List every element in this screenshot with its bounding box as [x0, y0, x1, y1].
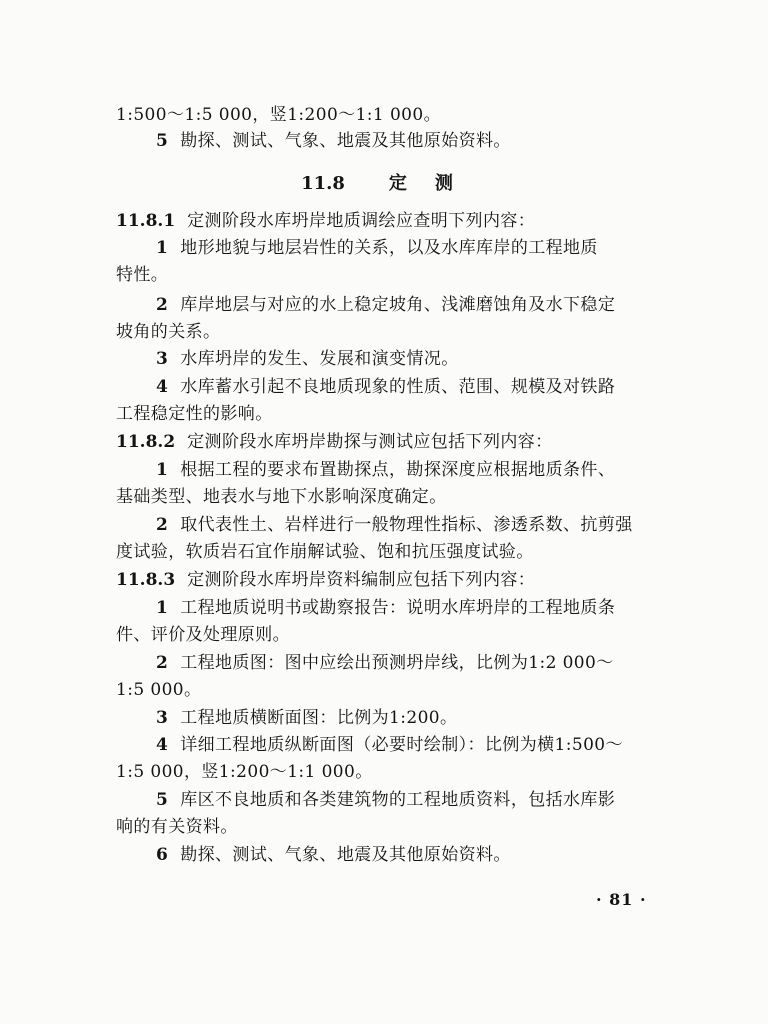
clause-text: 定测阶段水库坍岸勘探与测试应包括下列内容：: [187, 432, 553, 452]
clause-number: 11.8.1: [116, 211, 176, 231]
item-text: 库岸地层与对应的水上稳定坡角、浅滩磨蚀角及水下稳定: [180, 295, 616, 315]
continued-line: 1:500～1:5 000，竖1:200～1:1 000。: [116, 105, 442, 125]
item-text: 库区不良地质和各类建筑物的工程地质资料，包括水库影: [180, 790, 616, 810]
clause-11-8-2: [116, 431, 553, 453]
item-continuation: 响的有关资料。: [116, 817, 238, 837]
list-item: [156, 789, 615, 811]
clause-text: 定测阶段水库坍岸地质调绘应查明下列内容：: [187, 211, 536, 231]
item-continuation: 坡角的关系。: [116, 322, 221, 342]
list-item: [156, 130, 511, 152]
item-number: 2: [156, 295, 169, 315]
item-text: 水库蓄水引起不良地质现象的性质、范围、规模及对铁路: [180, 377, 616, 397]
item-continuation: 度试验，软质岩石宜作崩解试验、饱和抗压强度试验。: [116, 542, 534, 562]
item-number: 5: [156, 131, 169, 151]
item-number: 3: [156, 708, 169, 728]
item-number: 3: [156, 349, 169, 369]
item-number: 2: [156, 515, 169, 535]
item-number: 1: [156, 598, 169, 618]
item-text: 工程地质图：图中应绘出预测坍岸线，比例为1:2 000～: [180, 653, 614, 673]
list-item: [156, 707, 457, 729]
item-continuation: 件、评价及处理原则。: [116, 625, 290, 645]
clause-11-8-3: [116, 569, 535, 591]
list-item: [156, 844, 511, 866]
item-continuation: 特性。: [116, 265, 169, 285]
item-text: 工程地质横断面图：比例为1:200。: [180, 708, 458, 728]
list-item: [156, 376, 615, 398]
item-text: 勘探、测试、气象、地震及其他原始资料。: [180, 131, 511, 151]
item-number: 1: [156, 460, 169, 480]
item-continuation: 1:5 000。: [116, 680, 202, 700]
item-number: 4: [156, 377, 169, 397]
item-text: 详细工程地质纵断面图（必要时绘制）：比例为横1:500～: [180, 735, 623, 755]
list-item: [156, 459, 615, 481]
clause-11-8-1: [116, 210, 535, 232]
section-number: 11.8: [301, 173, 345, 194]
section-title-char-1: 定: [388, 173, 407, 194]
item-text: 取代表性土、岩样进行一般物理性指标、渗透系数、抗剪强: [180, 515, 633, 535]
list-item: [156, 597, 615, 619]
item-continuation: 1:5 000，竖1:200～1:1 000。: [116, 762, 373, 782]
list-item: [156, 514, 633, 536]
item-text: 工程地质说明书或勘察报告：说明水库坍岸的工程地质条: [180, 598, 616, 618]
list-item: [156, 237, 598, 259]
item-number: 4: [156, 735, 169, 755]
item-text: 根据工程的要求布置勘探点，勘探深度应根据地质条件、: [180, 460, 616, 480]
list-item: [156, 348, 459, 370]
clause-number: 11.8.2: [116, 432, 176, 452]
item-number: 2: [156, 653, 169, 673]
item-continuation: 工程稳定性的影响。: [116, 404, 273, 424]
list-item: [156, 652, 614, 674]
item-text: 勘探、测试、气象、地震及其他原始资料。: [180, 845, 511, 865]
clause-text: 定测阶段水库坍岸资料编制应包括下列内容：: [187, 570, 536, 590]
item-text: 水库坍岸的发生、发展和演变情况。: [180, 349, 459, 369]
list-item: [156, 294, 615, 316]
section-heading: [0, 172, 768, 196]
page-number: · 81 ·: [596, 890, 647, 909]
item-number: 1: [156, 238, 169, 258]
list-item: [156, 734, 623, 756]
item-number: 5: [156, 790, 169, 810]
clause-number: 11.8.3: [116, 570, 176, 590]
item-text: 地形地貌与地层岩性的关系，以及水库库岸的工程地质: [180, 238, 598, 258]
item-number: 6: [156, 845, 169, 865]
section-title-char-2: 测: [434, 173, 453, 194]
item-continuation: 基础类型、地表水与地下水影响深度确定。: [116, 487, 447, 507]
